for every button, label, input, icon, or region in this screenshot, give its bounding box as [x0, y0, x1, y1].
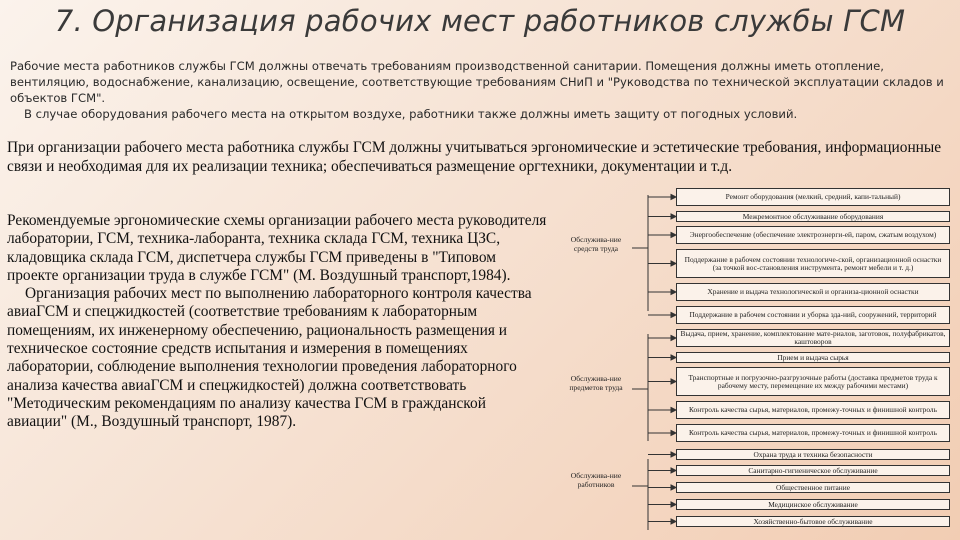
- group-label-tools: Обслужива-ние средств труда: [570, 235, 622, 253]
- diagram-box: Общественное питание: [676, 482, 950, 493]
- recommendations-text: Рекомендуемые эргономические схемы организации рабочего места руководителя лаборатории, ГСМ, техника-лаборанта, техника склада ГСМ, техника ЦЗС, кладовщика склада ГСМ, диспетчера службы ГСМ приведены в "Типовом проекте организации труда в службе ГСМ" (М. Воздушный транспорт,1984).: [7, 212, 547, 284]
- slide-title: 7. Организация рабочих мест работников службы ГСМ: [54, 4, 906, 38]
- diagram-box: Медицинское обслуживание: [676, 499, 950, 510]
- diagram-box: Прием и выдача сырья: [676, 352, 950, 363]
- ergonomics-paragraph: При организации рабочего места работника службы ГСМ должны учитываться эргономические и эстетические требования, информационные связи и необходимая для их реализации техника; обеспечиваться размещение оргтехники, документации и т.д.: [7, 139, 942, 175]
- diagram-box: Охрана труда и техника безопасности: [676, 449, 950, 460]
- intro-paragraph: [10, 58, 950, 122]
- diagram-box: Межремонтное обслуживание оборудования: [676, 211, 950, 222]
- diagram-box: Санитарно-гигиеническое обслуживание: [676, 465, 950, 476]
- diagram-box: Энергообеспечение (обеспечение электроэнерги-ей, паром, сжатым воздухом): [676, 226, 950, 244]
- diagram-box: Выдача, прием, хранение, комплектование мате-риалов, заготовок, полуфабрикатов, каштоворов: [676, 329, 950, 347]
- diagram-box: Хозяйственно-бытовое обслуживание: [676, 516, 950, 527]
- group-label-objects: Обслужива-ние предметов труда: [569, 374, 623, 392]
- lab-control-text: Организация рабочих мест по выполнению лабораторного контроля качества авиаГСМ и спецжидкостей (соответствие требованиям к лабораторным помещениям, их инженерному обеспечению, рациональность размещения и техническое состояние средств испытания и измерения в помещениях лаборатории, соблюдение выполнения технологии проведения лабораторного анализа качества авиаГСМ и спецжидкостей) должна соответствовать "Методическим рекомендациям по анализу качества ГСМ в гражданской авиации" (М., Воздушный транспорт, 1987).: [7, 285, 532, 431]
- group-label-workers: Обслужива-ние работников: [570, 471, 622, 489]
- diagram-box: Поддержание в рабочем состоянии и уборка зда-ний, сооружений, территорий: [676, 306, 950, 324]
- intro-text: Рабочие места работников службы ГСМ должны отвечать требованиям производственной санитарии. Помещения должны иметь отопление, вентиляцию, водоснабжение, канализацию, освещение, соответствующие требованиям СНиП и "Руководства по технической эксплуатации складов и объектов ГСМ".: [10, 59, 944, 105]
- intro-text-weather: В случае оборудования рабочего места на открытом воздухе, работники также должны иметь защиту от погодных условий.: [24, 107, 798, 121]
- workplace-service-diagram: [560, 186, 955, 538]
- diagram-box: Поддержание в рабочем состоянии технологиче-ской, организационной оснастки (за точкой вос-становления инструмента, ремонт мебели и т. д.): [676, 249, 950, 278]
- diagram-box: Ремонт оборудования (мелкий, средний, капи-тальный): [676, 188, 950, 206]
- recommendations-paragraph: [7, 212, 547, 432]
- diagram-box: Контроль качества сырья, материалов, промежу-точных и финишной контроль: [676, 424, 950, 442]
- diagram-box: Контроль качества сырья, материалов, промежу-точных и финишной контроль: [676, 401, 950, 419]
- diagram-box: Транспортные и погрузочно-разгрузочные работы (доставка предметов труда к рабочему месту, перемещение их между рабочими местами): [676, 367, 950, 396]
- diagram-box: Хранение и выдача технологической и организа-ционной оснастки: [676, 283, 950, 301]
